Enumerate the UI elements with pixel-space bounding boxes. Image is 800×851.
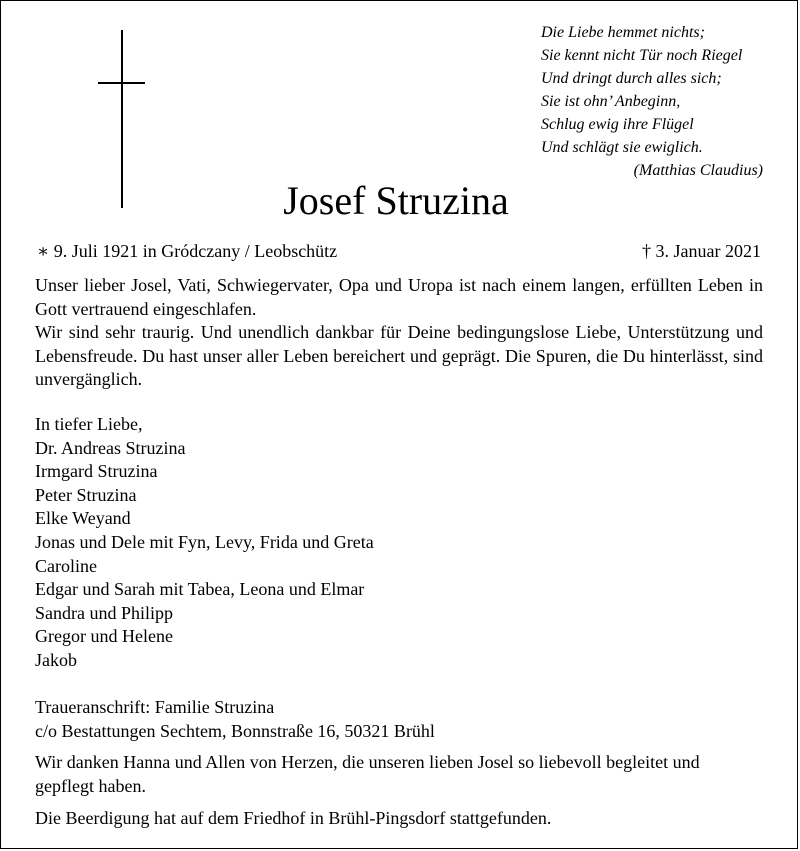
birth-date: ∗ 9. Juli 1921 in Gródczany / Leobschütz — [37, 241, 338, 261]
poem-line: Die Liebe hemmet nichts; — [541, 24, 705, 41]
mourning-address — [35, 696, 435, 743]
death-date: † 3. Januar 2021 — [642, 241, 761, 261]
gratitude-paragraph: Wir sind sehr traurig. Und unendlich dankbar für Deine bedingungslose Liebe, Unterstützung und Lebensfreude. Du hast unser aller Leben bereichert und geprägt. Die Spuren, die Du hinterlässt, sind unvergänglich. — [35, 322, 763, 389]
mourner: Elke Weyand — [35, 508, 131, 529]
poem-line: Und schlägt sie ewiglich. — [541, 139, 703, 156]
deceased-name: Josef Struzina — [283, 178, 509, 223]
intro-paragraph: Unser lieber Josel, Vati, Schwiegervater, Opa und Uropa ist nach einem langen, erfüllten Leben in Gott vertrauend eingeschlafen. — [35, 275, 763, 319]
mourner: Gregor und Helene — [35, 626, 173, 647]
mourner: Sandra und Philipp — [35, 602, 173, 623]
poem — [541, 21, 781, 182]
poem-line: Und dringt durch alles sich; — [541, 70, 722, 87]
salutation: In tiefer Liebe, — [35, 414, 143, 434]
poem-author: (Matthias Claudius) — [633, 162, 763, 179]
mourner: Jonas und Dele mit Fyn, Levy, Frida und Greta — [35, 531, 374, 552]
funeral-paragraph: Die Beerdigung hat auf dem Friedhof in Brühl-Pingsdorf stattgefunden. — [35, 808, 552, 828]
mourner: Peter Struzina — [35, 484, 137, 505]
mourner: Jakob — [35, 649, 77, 670]
mourner: Irmgard Struzina — [35, 461, 158, 482]
mourner: Dr. Andreas Struzina — [35, 437, 186, 458]
thanks-paragraph: Wir danken Hanna und Allen von Herzen, die unseren lieben Josel so liebevoll begleitet und gepflegt haben. — [35, 752, 700, 796]
mourners-list — [35, 413, 374, 673]
poem-line: Schlug ewig ihre Flügel — [541, 116, 694, 133]
address-line: Traueranschrift: Familie Struzina — [35, 697, 275, 717]
poem-line: Sie kennt nicht Tür noch Riegel — [541, 47, 743, 64]
cross-horizontal-bar — [98, 82, 145, 84]
address-line: c/o Bestattungen Sechtem, Bonnstraße 16, 50321 Brühl — [35, 720, 435, 741]
mourner: Edgar und Sarah mit Tabea, Leona und Elmar — [35, 579, 365, 600]
mourner: Caroline — [35, 555, 97, 576]
poem-line: Sie ist ohn’ Anbeginn, — [541, 93, 681, 110]
